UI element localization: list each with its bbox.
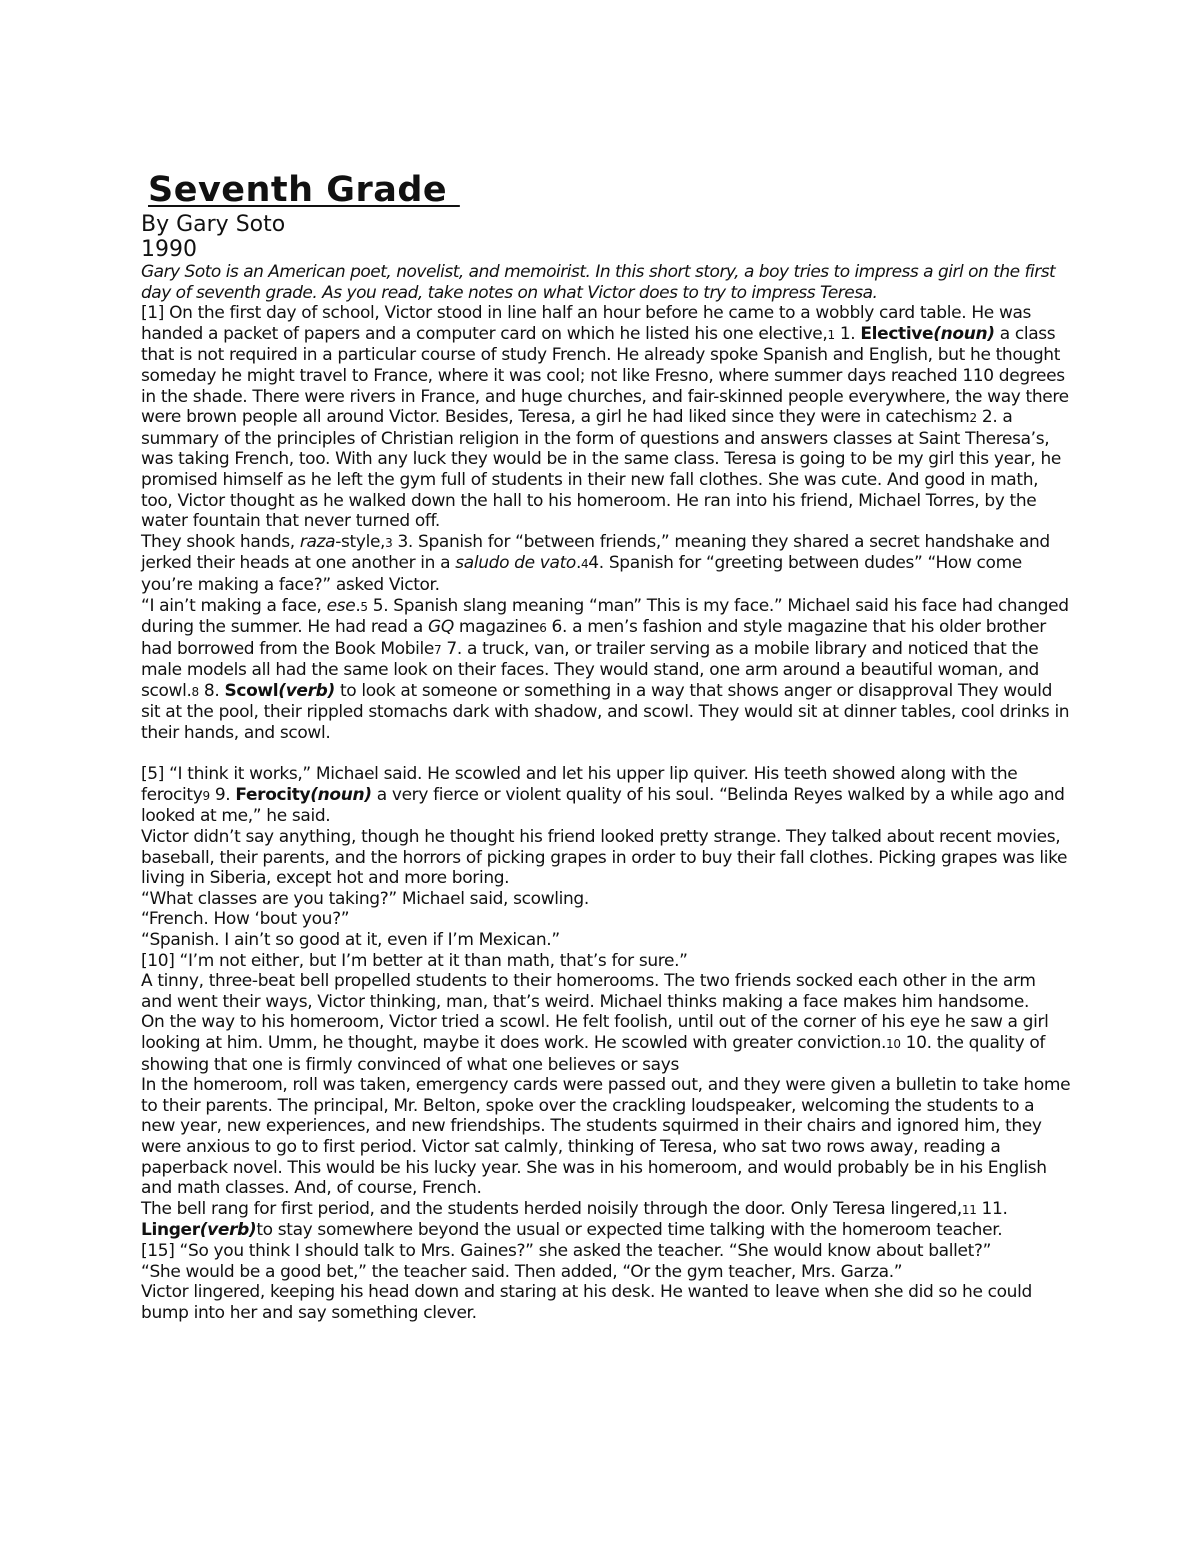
paragraph-15: “She would be a good bet,” the teacher said. Then added, “Or the gym teacher, Mrs. Garza.” <box>141 1261 903 1282</box>
paragraph-11 <box>141 1012 1071 1075</box>
paragraph-text: 7. a truck, van, or trailer serving as a mobile library and noticed that the male models all had the same look on their faces. They would stand, one arm around a beautiful woman, and scowl. <box>141 638 1039 701</box>
paragraph-6: “What classes are you taking?” Michael said, scowling. <box>141 888 589 909</box>
paragraph-14: [15] “So you think I should talk to Mrs. Gaines?” she asked the teacher. “She would know about ballet?” <box>141 1240 992 1261</box>
vocab-term: Linger <box>141 1220 200 1241</box>
paragraph-text: magazine <box>453 617 540 638</box>
intro-paragraph: Gary Soto is an American poet, novelist, and memoirist. In this short story, a boy tries to impress a girl on the first day of seventh grade. As you read, take notes on what Victor does to try to impress Teresa. <box>141 262 1056 303</box>
paragraph-10: A tinny, three-beat bell propelled students to their homerooms. The two friends socked each other in the arm and went their ways, Victor thinking, man, that’s weird. Michael thinks making a face makes him handsome. <box>141 971 1036 1012</box>
paragraph-text: to stay somewhere beyond the usual or expected time talking with the homeroom teacher. <box>256 1220 1003 1241</box>
footnote-ref: 8 <box>191 684 199 699</box>
paragraph-text: -style, <box>335 531 386 552</box>
paragraph-1 <box>141 303 1071 532</box>
paragraph-text: [5] “I think it works,” Michael said. He scowled and let his upper lip quiver. His teeth showed along with the ferocity <box>141 764 1018 805</box>
paragraph-5: Victor didn’t say anything, though he thought his friend looked pretty strange. They talked about recent movies, baseball, their parents, and the horrors of picking grapes in order to buy their fall clothes. Picking grapes was like living in Siberia, except hot and more boring. <box>141 827 1068 889</box>
paragraph-13 <box>141 1199 1071 1241</box>
vocab-part-of-speech: (verb) <box>278 680 335 701</box>
footnote-text: 10. the quality of showing that one is firmly convinced of what one believes or says <box>141 1032 1046 1075</box>
publication-year: 1990 <box>141 237 197 262</box>
document-body <box>141 168 1071 1323</box>
footnote-ref: 11 <box>961 1202 977 1217</box>
paragraph-text: a very fierce or violent quality of his soul. “Belinda Reyes walked by a while ago and looked at me,” he said. <box>141 784 1065 827</box>
paragraph-text: They shook hands, <box>141 531 300 552</box>
paragraph-text: The bell rang for first period, and the students herded noisily through the door. Only Teresa lingered, <box>141 1198 962 1219</box>
vocab-part-of-speech: (noun) <box>933 323 995 344</box>
paragraph-12: In the homeroom, roll was taken, emergency cards were passed out, and they were given a bulletin to take home to their parents. The principal, Mr. Belton, spoke over the crackling loudspeaker, welcoming the students to a new year, new experiences, and new friendships. The students squirmed in their chairs and ignored him, they were anxious to go to first period. Victor sat calmly, thinking of Teresa, who sat two rows away, reading a paperback novel. This would be his lucky year. She was in his homeroom, and would probably be in his English and math classes. And, of course, French. <box>141 1075 1071 1199</box>
vocab-part-of-speech: (verb) <box>199 1220 257 1241</box>
paragraph-text: 4. Spanish for “greeting between dudes” “How come you’re making a face?” asked Victor. <box>141 553 1022 595</box>
blank-line <box>141 744 1071 765</box>
paragraph-text: a class that is not required in a particular course of study French. He already spoke Spanish and English, but he thought someday he might travel to France, where it was cool; not like Fresno, where summer days reached 110 degrees in the shade. There were rivers in France, and huge churches, and fair-skinned people everywhere, the way there were brown people all around Victor. Besides, Teresa, a girl he had liked since they were in catechism <box>141 323 1069 428</box>
document-title: Seventh Grade <box>148 170 460 210</box>
paragraph-text: 6. a men’s fashion and style magazine that his older brother had borrowed from the Book Mobile <box>141 617 1046 659</box>
footnote-ref: 6 <box>539 621 547 636</box>
paragraph-16: Victor lingered, keeping his head down and staring at his desk. He wanted to leave when she did so he could bump into her and say something clever. <box>141 1282 1032 1323</box>
footnote-ref: 7 <box>434 642 442 657</box>
paragraph-text: 11. <box>976 1198 1008 1219</box>
vocab-term: Elective <box>860 323 934 344</box>
paragraph-text: 5. Spanish slang meaning “man” This is my face.” Michael said his face had changed during the summer. He had read a <box>141 595 1069 638</box>
italic-term: GQ <box>428 617 454 638</box>
vocab-term: Scowl <box>224 680 279 701</box>
italic-term: ese <box>326 595 356 616</box>
paragraph-7: “French. How ‘bout you?” <box>141 909 350 930</box>
footnote-ref: 3 <box>385 535 393 550</box>
paragraph-3 <box>141 596 1071 744</box>
footnote-text: 1. <box>834 323 861 344</box>
italic-term: saludo de vato <box>455 553 576 574</box>
paragraph-text: . <box>575 553 581 574</box>
paragraph-8: “Spanish. I ain’t so good at it, even if I’m Mexican.” <box>141 930 560 950</box>
vocab-part-of-speech: (noun) <box>310 784 372 805</box>
footnote-ref: 4 <box>581 557 589 572</box>
paragraph-text: to look at someone or something in a way that shows anger or disapproval They would sit at the pool, their rippled stomachs dark with shadow, and scowl. They would sit at dinner tables, cool drinks in their hands, and scowl. <box>141 680 1070 744</box>
paragraph-text: “I ain’t making a face, <box>141 595 327 616</box>
footnote-ref: 10 <box>886 1036 901 1051</box>
paragraph-text: [1] On the first day of school, Victor stood in line half an hour before he came to a wobbly card table. He was handed a packet of papers and a computer card on which he listed his one elective, <box>141 303 1032 344</box>
paragraph-text: On the way to his homeroom, Victor tried a scowl. He felt foolish, until out of the corner of his eye he saw a girl looking at him. Umm, he thought, maybe it does work. He scowled with greater conviction. <box>141 1012 1049 1053</box>
vocab-term: Ferocity <box>235 784 311 805</box>
footnote-ref: 9 <box>202 788 210 803</box>
paragraph-9: [10] “I’m not either, but I’m better at it than math, that’s for sure.” <box>141 950 688 971</box>
footnote-ref: 5 <box>360 599 368 614</box>
paragraph-4 <box>141 764 1071 827</box>
paragraph-text: 3. Spanish for “between friends,” meaning they shared a secret handshake and jerked their heads at one another in a <box>141 531 1050 574</box>
paragraph-2 <box>141 532 1071 596</box>
footnote-ref: 1 <box>827 327 835 342</box>
paragraph-text: . <box>355 595 361 616</box>
italic-term: raza <box>299 531 336 552</box>
author-line: By Gary Soto <box>141 212 286 237</box>
paragraph-text: 8. <box>198 680 225 701</box>
footnote-ref: 2 <box>969 411 977 426</box>
paragraph-text: 9. <box>209 784 236 805</box>
paragraph-text: 2. a summary of the principles of Christian religion in the form of questions and answers classes at Saint Theresa’s, was taking French, too. With any luck they would be in the same class. Teresa is going to be my girl this year, he promised himself as he left the gym full of students in their new fall clothes. She was cute. And good in math, too, Victor thought as he walked down the hall to his homeroom. He ran into his friend, Michael Torres, by the water fountain that never turned off. <box>141 407 1062 532</box>
